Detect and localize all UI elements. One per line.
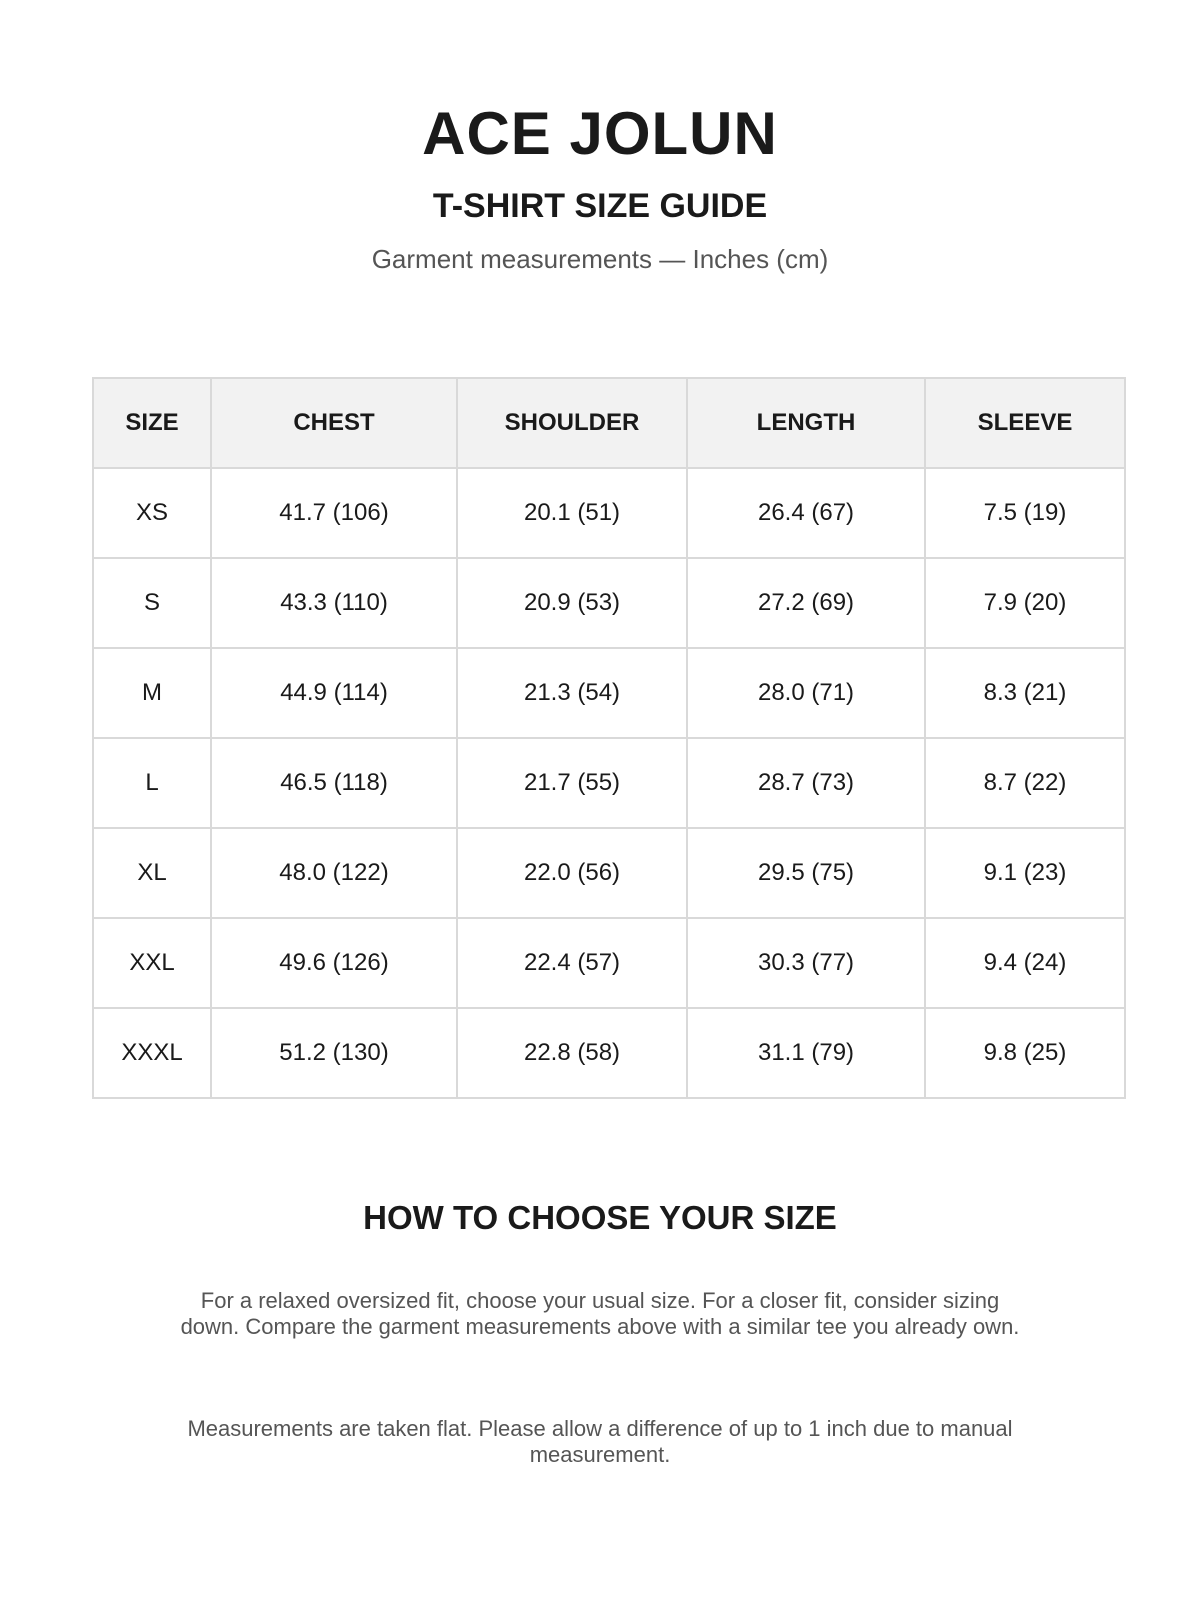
size-cell: M [93,648,211,738]
size-cell: L [93,738,211,828]
table-row [93,648,1125,738]
length-cell: 31.1 (79) [687,1008,925,1098]
length-cell: 26.4 (67) [687,468,925,558]
shoulder-cell: 22.0 (56) [457,828,687,918]
table-row [93,558,1125,648]
table-row [93,468,1125,558]
chest-cell: 49.6 (126) [211,918,457,1008]
shoulder-cell: 20.9 (53) [457,558,687,648]
shoulder-cell: 21.7 (55) [457,738,687,828]
brand-name: ACE JOLUN [422,100,778,167]
column-header-size: SIZE [93,378,211,468]
table-row [93,738,1125,828]
column-header-chest: CHEST [211,378,457,468]
column-header-shoulder: SHOULDER [457,378,687,468]
size-cell: XXL [93,918,211,1008]
sleeve-cell: 9.1 (23) [925,828,1125,918]
size-cell: XL [93,828,211,918]
chest-cell: 48.0 (122) [211,828,457,918]
chest-cell: 44.9 (114) [211,648,457,738]
shoulder-cell: 21.3 (54) [457,648,687,738]
table-row [93,918,1125,1008]
chest-cell: 43.3 (110) [211,558,457,648]
sleeve-cell: 8.3 (21) [925,648,1125,738]
size-cell: XS [93,468,211,558]
size-cell: XXXL [93,1008,211,1098]
length-cell: 28.7 (73) [687,738,925,828]
size-chart-table [92,377,1126,1099]
measurement-note-text: Measurements are taken flat. Please allow a difference of up to 1 inch due to manual measurement. [187,1416,1013,1467]
page-title: T-SHIRT SIZE GUIDE [432,187,768,225]
chest-cell: 51.2 (130) [211,1008,457,1098]
sleeve-cell: 7.5 (19) [925,468,1125,558]
size-cell: S [93,558,211,648]
table-row [93,1008,1125,1098]
length-cell: 30.3 (77) [687,918,925,1008]
shoulder-cell: 20.1 (51) [457,468,687,558]
table-row [93,828,1125,918]
how-to-heading: HOW TO CHOOSE YOUR SIZE [363,1199,837,1236]
chest-cell: 46.5 (118) [211,738,457,828]
column-header-sleeve: SLEEVE [925,378,1125,468]
length-cell: 28.0 (71) [687,648,925,738]
shoulder-cell: 22.4 (57) [457,918,687,1008]
page-subtitle: Garment measurements — Inches (cm) [371,244,829,274]
table-header-row [93,378,1125,468]
fit-advice-text: For a relaxed oversized fit, choose your usual size. For a closer fit, consider sizing down. Compare the garment measurements above with a similar tee you already own. [180,1288,1020,1339]
shoulder-cell: 22.8 (58) [457,1008,687,1098]
chest-cell: 41.7 (106) [211,468,457,558]
sleeve-cell: 7.9 (20) [925,558,1125,648]
sleeve-cell: 9.8 (25) [925,1008,1125,1098]
length-cell: 29.5 (75) [687,828,925,918]
length-cell: 27.2 (69) [687,558,925,648]
sleeve-cell: 9.4 (24) [925,918,1125,1008]
sleeve-cell: 8.7 (22) [925,738,1125,828]
column-header-length: LENGTH [687,378,925,468]
